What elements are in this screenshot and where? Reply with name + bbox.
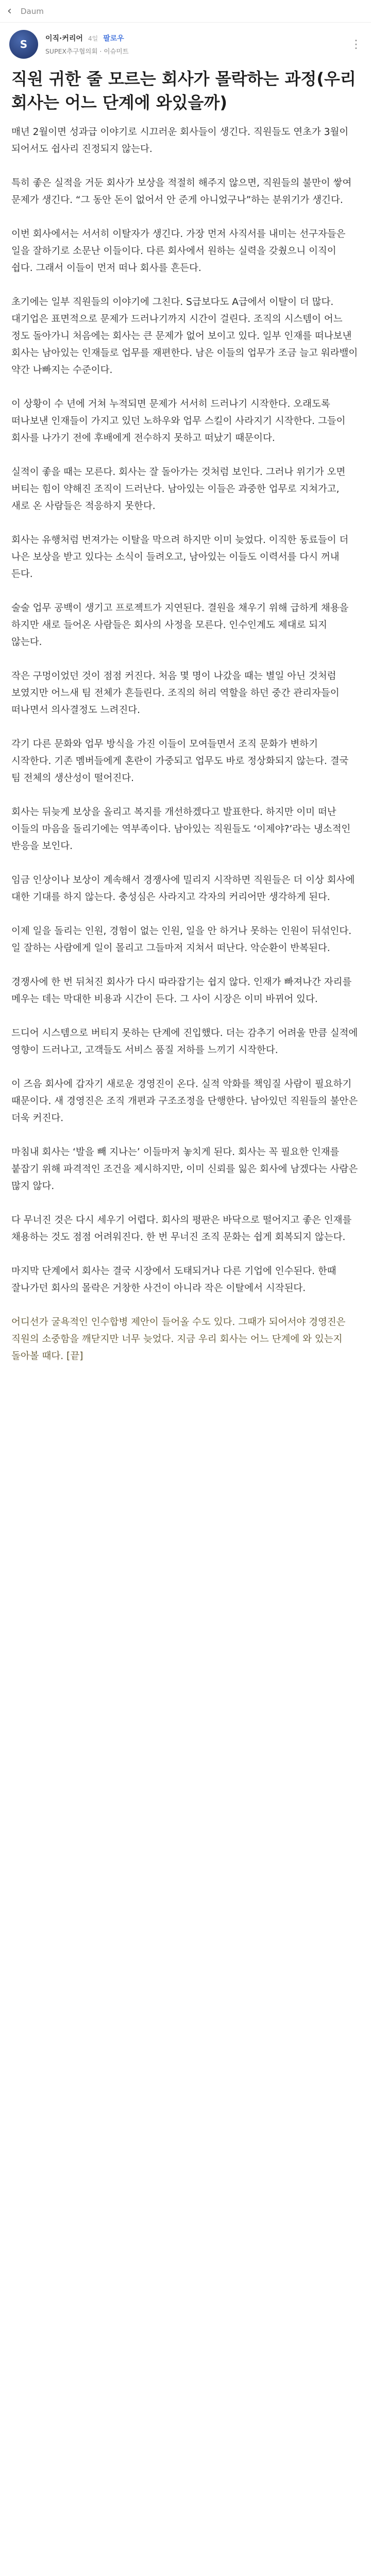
avatar[interactable]: [9, 30, 38, 59]
article-paragraph: 각기 다른 문화와 업무 방식을 가진 이들이 모여들면서 조직 문화가 변하기 시작한다. 기존 멤버들에게 혼란이 가중되고 업무도 바로 정상화되지 않는다. 결국 팀 전체의 생산성이 떨어진다.: [11, 739, 349, 784]
author-name[interactable]: 이직·커리어: [45, 35, 83, 43]
follow-button[interactable]: 팔로우: [103, 35, 124, 43]
article-paragraph: 회사는 유행처럼 번져가는 이탈을 막으려 하지만 이미 늦었다. 이직한 동료들이 더 나은 보상을 받고 있다는 소식이 들려오고, 남아있는 이들도 이력서를 다시 꺼내 든다.: [11, 535, 349, 580]
site-brand[interactable]: Daum: [21, 6, 44, 16]
article-paragraph: 임금 인상이나 보상이 계속해서 경쟁사에 밀리지 시작하면 직원들은 더 이상 회사에 대한 기대를 하지 않는다. 충성심은 사라지고 각자의 커리어만 생각하게 된다.: [11, 875, 355, 903]
article-title: 직원 귀한 줄 모르는 회사가 몰락하는 과정(우리 회사는 어느 단계에 와있을까): [11, 69, 356, 112]
article-paragraph: 특히 좋은 실적을 거둔 회사가 보상을 적절히 해주지 않으면, 직원들의 불만이 쌓여 문제가 생긴다. “그 동안 돈이 없어서 안 준게 아니었구나”하는 분위기가 생긴다.: [11, 178, 352, 206]
article-paragraph: 이 상황이 수 년에 거쳐 누적되면 문제가 서서히 드러나기 시작한다. 오래도록 떠나보낸 인재들이 가지고 있던 노하우와 업무 스킬이 사라지기 시작한다. 그들이 회사를 나가기 전에 후배에게 전수하지 못하고 떠났기 때문이다.: [11, 399, 346, 444]
article-paragraph: 작은 구멍이었던 것이 점점 커진다. 처음 몇 명이 나갔을 때는 별일 아닌 것처럼 보였지만 어느새 팀 전체가 흔들린다. 조직의 허리 역할을 하던 중간 관리자들이 떠나면서 의사결정도 느려진다.: [11, 671, 340, 716]
author-header: [0, 23, 371, 64]
post-time: 4일: [88, 35, 98, 42]
article-paragraph: 마지막 단계에서 회사는 결국 시장에서 도태되거나 다른 기업에 인수된다. 한때 잘나가던 회사의 몰락은 거창한 사건이 아니라 작은 이탈에서 시작된다.: [11, 1266, 336, 1294]
article-closing-paragraph: 어디선가 굴욕적인 인수합병 제안이 들어올 수도 있다. 그때가 되어서야 경영진은 직원의 소중함을 깨닫지만 너무 늦었다. 지금 우리 회사는 어느 단계에 와 있는지 돌아볼 때다. [끝]: [11, 1317, 346, 1362]
author-row: [45, 33, 350, 43]
article-paragraph: 마침내 회사는 ‘발을 빼 지나는’ 이들마저 놓치게 된다. 회사는 꼭 필요한 인재를 붙잡기 위해 파격적인 조건을 제시하지만, 이미 신뢰를 잃은 회사에 남겠다는 사람은 많지 않다.: [11, 1147, 358, 1192]
article-paragraph: 초기에는 일부 직원들의 이야기에 그친다. S급보다도 A급에서 이탈이 더 많다. 대기업은 표면적으로 문제가 드러나기까지 시간이 걸린다. 조직의 시스템이 어느 정도 돌아가니 처음에는 회사는 큰 문제가 없어 보이고 있다. 일부 인재를 떠나보낸 회사는 남아있는 인재들로 업무를 재편한다. 남은 이들의 업무가 조금 늘고 워라밸이 약간 나빠지는 수준이다.: [11, 297, 358, 376]
author-meta: [45, 33, 350, 56]
article-paragraph: 이번 회사에서는 서서히 이탈자가 생긴다. 가장 먼저 사직서를 내미는 선구자들은 일을 잘하기로 소문난 이들이다. 다른 회사에서 원하는 실력을 갖췄으니 이직이 쉽다. 그래서 이들이 먼저 떠나 회사를 흔든다.: [11, 229, 346, 274]
article-paragraph: 드디어 시스템으로 버티지 못하는 단계에 진입했다. 더는 감추기 어려울 만큼 실적에 영향이 드러나고, 고객들도 서비스 품질 저하를 느끼기 시작한다.: [11, 1028, 358, 1056]
article-paragraph: 다 무너진 것은 다시 세우기 어렵다. 회사의 평판은 바닥으로 떨어지고 좋은 인재를 채용하는 것도 점점 어려워진다. 한 번 무너진 조직 문화는 쉽게 회복되지 않는다.: [11, 1215, 352, 1243]
top-bar: [0, 0, 371, 23]
article-paragraph: 실적이 좋을 때는 모른다. 회사는 잘 돌아가는 것처럼 보인다. 그러나 위기가 오면 버티는 힘이 약해진 조직이 드러난다. 남아있는 이들은 과중한 업무로 지쳐가고, 새로 온 사람들은 적응하지 못한다.: [11, 467, 346, 512]
article-body: [0, 114, 371, 1396]
article-paragraph: 이제 일을 돌리는 인원, 경험이 없는 인원, 일을 안 하거나 못하는 인원이 뒤섞인다. 일 잘하는 사람에게 일이 몰리고 그들마저 지쳐서 떠난다. 악순환이 반복된다.: [11, 926, 352, 954]
article-paragraph: 회사는 뒤늦게 보상을 올리고 복지를 개선하겠다고 발표한다. 하지만 이미 떠난 이들의 마음을 돌리기에는 역부족이다. 남아있는 직원들도 ‘이제야?’라는 냉소적인 반응을 보인다.: [11, 807, 351, 852]
article-paragraph: 경쟁사에 한 번 뒤처진 회사가 다시 따라잡기는 쉽지 않다. 인재가 빠져나간 자리를 메우는 데는 막대한 비용과 시간이 든다. 그 사이 시장은 이미 바뀌어 있다.: [11, 977, 352, 1005]
article-paragraph: 매년 2월이면 성과급 이야기로 시끄러운 회사들이 생긴다. 직원들도 연초가 3월이 되어서도 쉽사리 진정되지 않는다.: [11, 127, 349, 155]
more-options-icon[interactable]: ⋮: [350, 38, 362, 51]
chevron-left-icon[interactable]: ‹: [7, 5, 12, 18]
article-paragraph: 이 즈음 회사에 갑자기 새로운 경영진이 온다. 실적 악화를 책임질 사람이 필요하기 때문이다. 새 경영진은 조직 개편과 구조조정을 단행한다. 남아있던 직원들의 불안은 더욱 커진다.: [11, 1079, 358, 1124]
author-affiliation: SUPEX추구협의회 · 이슈미트: [45, 47, 129, 55]
avatar-initial: S: [20, 38, 28, 50]
article-paragraph: 술술 업무 공백이 생기고 프로젝트가 지연된다. 결원을 채우기 위해 급하게 채용을 하지만 새로 들어온 사람들은 회사의 사정을 모른다. 인수인계도 제대로 되지 않는다.: [11, 603, 349, 648]
